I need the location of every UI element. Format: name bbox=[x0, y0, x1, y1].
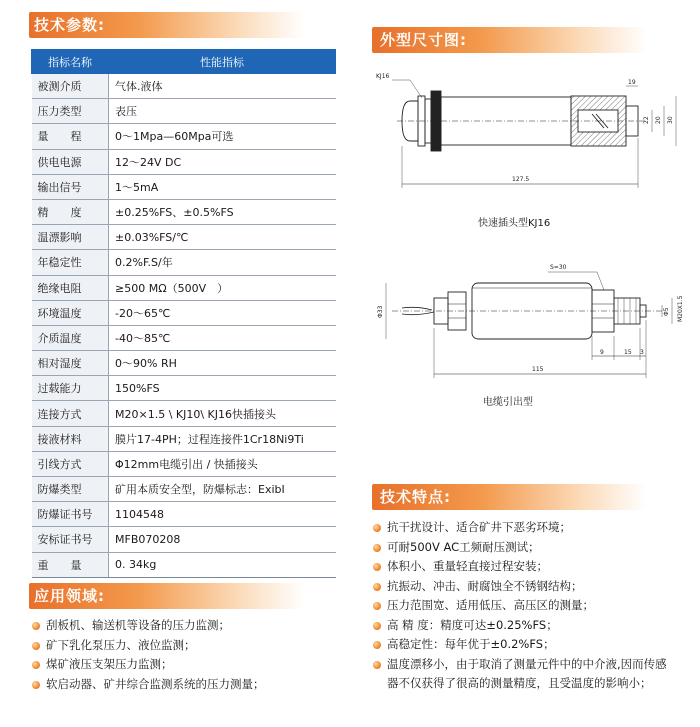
table-row bbox=[32, 527, 336, 552]
spec-name-cell: 防爆证书号 bbox=[32, 502, 109, 527]
application-text: 软启动器、矿井综合监测系统的压力测量； bbox=[46, 676, 265, 691]
feature-text: 压力范围宽、适用低压、高压区的测量； bbox=[387, 598, 594, 612]
feature-item bbox=[373, 655, 667, 675]
feature-text: 可耐500V AC工频耐压测试； bbox=[387, 539, 540, 554]
spec-value-cell: -40～85℃ bbox=[109, 325, 336, 350]
table-row bbox=[32, 552, 336, 577]
dim-label: 9 bbox=[600, 349, 604, 356]
spec-name-cell: 接液材料 bbox=[32, 426, 109, 451]
feature-item bbox=[373, 616, 667, 636]
table-row bbox=[32, 124, 336, 149]
spec-value-cell: 0～90% RH bbox=[109, 351, 336, 376]
feature-text: 高 精 度：精度可达±0.25%FS； bbox=[387, 617, 558, 632]
feature-text: 器不仅获得了很高的测量精度，且受温度的影响小； bbox=[387, 676, 652, 690]
spec-value-cell: 1104548 bbox=[109, 502, 336, 527]
tech-params-title: 技术参数: bbox=[34, 16, 105, 34]
table-row bbox=[32, 225, 336, 250]
spec-value-cell: 1～5mA bbox=[109, 174, 336, 199]
spec-table bbox=[31, 49, 336, 578]
dim-label: 22 bbox=[643, 116, 650, 124]
spec-name-cell: 温漂影响 bbox=[32, 225, 109, 250]
application-item bbox=[32, 616, 265, 636]
bullet-icon bbox=[32, 622, 40, 630]
table-row bbox=[32, 300, 336, 325]
bullet-icon bbox=[373, 524, 381, 532]
bullet-icon bbox=[373, 583, 381, 591]
bullet-icon bbox=[32, 661, 40, 669]
dim-label: Φ33 bbox=[377, 305, 384, 318]
table-row bbox=[32, 99, 336, 124]
bullet-icon bbox=[373, 544, 381, 552]
table-row bbox=[32, 149, 336, 174]
table-row bbox=[32, 325, 336, 350]
feature-item bbox=[373, 635, 667, 655]
spec-name-cell: 环境温度 bbox=[32, 300, 109, 325]
feature-text: 抗振动、冲击、耐腐蚀全不锈钢结构； bbox=[387, 578, 583, 593]
dim-label: 3 bbox=[640, 349, 644, 356]
spec-value-cell: ≥500 MΩ（500V ） bbox=[109, 275, 336, 300]
bullet-icon bbox=[32, 642, 40, 650]
spec-name-cell: 重 量 bbox=[32, 552, 109, 577]
dim-label: 15 bbox=[624, 349, 632, 356]
spec-value-cell: 气体.液体 bbox=[109, 74, 336, 99]
table-row bbox=[32, 376, 336, 401]
dim-label: 30 bbox=[667, 116, 674, 124]
table-row bbox=[32, 174, 336, 199]
spec-name-cell: 精 度 bbox=[32, 199, 109, 224]
bullet-icon bbox=[373, 622, 381, 630]
spec-name-cell: 供电电源 bbox=[32, 149, 109, 174]
feature-text: 抗干扰设计、适合矿井下恶劣环境； bbox=[387, 520, 571, 534]
applications-title: 应用领域: bbox=[34, 587, 105, 605]
spec-name-cell: 介质温度 bbox=[32, 325, 109, 350]
table-row bbox=[32, 426, 336, 451]
spec-value-cell: 表压 bbox=[109, 99, 336, 124]
spec-name-cell: 绝缘电阻 bbox=[32, 275, 109, 300]
spec-value-cell: 0～1Mpa—60Mpa可选 bbox=[109, 124, 336, 149]
spec-value-cell: MFB070208 bbox=[109, 527, 336, 552]
spec-name-cell: 压力类型 bbox=[32, 99, 109, 124]
column-header: 性能指标 bbox=[109, 50, 336, 74]
table-row bbox=[32, 451, 336, 476]
bullet-icon bbox=[373, 563, 381, 571]
application-text: 刮板机、输送机等设备的压力监测； bbox=[46, 618, 230, 632]
application-item bbox=[32, 675, 265, 695]
dimensions-title: 外型尺寸图: bbox=[380, 31, 467, 49]
table-row bbox=[32, 401, 336, 426]
spec-value-cell: 膜片17-4PH；过程连接件1Cr18Ni9Ti bbox=[109, 426, 336, 451]
application-item bbox=[32, 636, 265, 656]
feature-text: 温度漂移小，由于取消了测量元件中的中介液,因而传感 bbox=[387, 656, 667, 671]
spec-value-cell: 0. 34kg bbox=[109, 552, 336, 577]
table-row bbox=[32, 74, 336, 99]
spec-name-cell: 防爆类型 bbox=[32, 477, 109, 502]
spec-name-cell: 相对湿度 bbox=[32, 351, 109, 376]
feature-item bbox=[373, 577, 667, 597]
application-item bbox=[32, 655, 265, 675]
spec-name-cell: 过载能力 bbox=[32, 376, 109, 401]
spec-name-cell: 年稳定性 bbox=[32, 250, 109, 275]
table-row bbox=[32, 199, 336, 224]
bullet-icon bbox=[373, 602, 381, 610]
application-text: 矿下乳化泵压力、液位监测； bbox=[46, 637, 196, 652]
spec-value-cell: 0.2%F.S/年 bbox=[109, 250, 336, 275]
bullet-icon bbox=[32, 681, 40, 689]
cable-output-caption: 电缆引出型 bbox=[483, 397, 533, 408]
table-row bbox=[32, 351, 336, 376]
feature-item bbox=[373, 557, 667, 577]
table-row bbox=[32, 477, 336, 502]
quick-plug-caption: 快速插头型KJ16 bbox=[478, 218, 551, 229]
column-header: 指标名称 bbox=[32, 50, 109, 74]
spec-value-cell: M20×1.5 \ KJ10\ KJ16快插接头 bbox=[109, 401, 336, 426]
quick-plug-drawing bbox=[372, 66, 692, 216]
feature-item bbox=[373, 596, 667, 616]
table-header-row bbox=[32, 50, 336, 74]
spec-value-cell: 矿用本质安全型，防爆标志：ExibⅠ bbox=[109, 477, 336, 502]
feature-text: 体积小、重量轻直接过程安装； bbox=[387, 559, 548, 573]
bullet-icon bbox=[373, 661, 381, 669]
table-row bbox=[32, 502, 336, 527]
applications-list bbox=[32, 616, 265, 694]
spec-name-cell: 连接方式 bbox=[32, 401, 109, 426]
dim-label: M20X1.5 bbox=[677, 295, 684, 322]
dim-label: 19 bbox=[628, 79, 636, 86]
dim-label: 20 bbox=[655, 116, 662, 124]
callout-label: KJ16 bbox=[376, 73, 390, 80]
dim-label: 127.5 bbox=[512, 176, 530, 183]
spec-value-cell: 12～24V DC bbox=[109, 149, 336, 174]
feature-item bbox=[373, 518, 667, 538]
spec-value-cell: ±0.03%FS/℃ bbox=[109, 225, 336, 250]
table-row bbox=[32, 250, 336, 275]
dim-label: Φ5 bbox=[663, 307, 670, 316]
spec-name-cell: 量 程 bbox=[32, 124, 109, 149]
spec-value-cell: 150%FS bbox=[109, 376, 336, 401]
dim-label: 115 bbox=[532, 366, 544, 373]
bullet-icon bbox=[373, 641, 381, 649]
feature-text: 高稳定性：每年优于±0.2%FS； bbox=[387, 637, 555, 651]
feature-item bbox=[373, 538, 667, 558]
spec-name-cell: 引线方式 bbox=[32, 451, 109, 476]
features-title: 技术特点: bbox=[380, 488, 451, 506]
spec-value-cell: Φ12mm电缆引出 / 快插接头 bbox=[109, 451, 336, 476]
spec-value-cell: ±0.25%FS、±0.5%FS bbox=[109, 199, 336, 224]
cable-output-drawing bbox=[372, 258, 692, 388]
callout-label: S=30 bbox=[550, 264, 567, 271]
table-row bbox=[32, 275, 336, 300]
spec-name-cell: 输出信号 bbox=[32, 174, 109, 199]
features-list bbox=[373, 518, 667, 694]
spec-name-cell: 被测介质 bbox=[32, 74, 109, 99]
spec-value-cell: -20～65℃ bbox=[109, 300, 336, 325]
spec-name-cell: 安标证书号 bbox=[32, 527, 109, 552]
application-text: 煤矿液压支架压力监测； bbox=[46, 657, 173, 671]
feature-item bbox=[373, 674, 667, 694]
